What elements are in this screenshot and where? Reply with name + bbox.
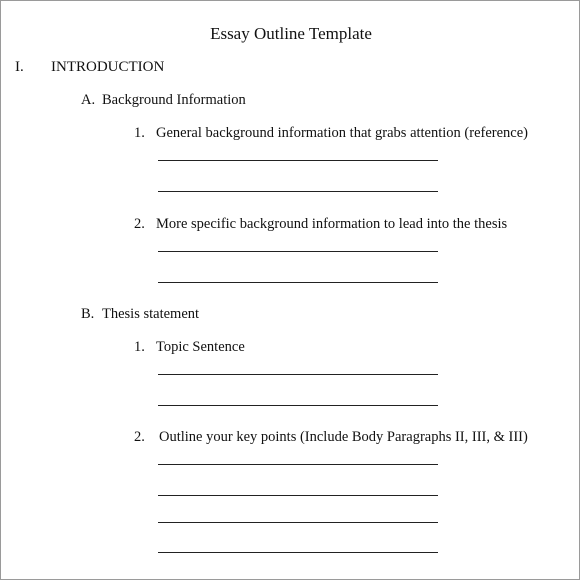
blank-answer-line[interactable] xyxy=(158,251,438,252)
item-text-key-points: Outline your key points (Include Body Paragraphs II, III, & III) xyxy=(159,429,528,445)
blank-answer-line[interactable] xyxy=(158,464,438,465)
blank-answer-line[interactable] xyxy=(158,495,438,496)
blank-answer-line[interactable] xyxy=(158,191,438,192)
subsection-letter-b: B. xyxy=(81,306,95,322)
page-title: Essay Outline Template xyxy=(210,24,372,43)
blank-answer-line[interactable] xyxy=(158,282,438,283)
item-number: 2. xyxy=(134,216,145,232)
item-text-specific-background: More specific background information to lead into the thesis xyxy=(156,216,508,232)
section-numeral: I. xyxy=(15,59,24,75)
item-number: 2. xyxy=(134,429,145,445)
item-number: 1. xyxy=(134,125,145,141)
blank-answer-line[interactable] xyxy=(158,374,438,375)
subsection-heading-background: Background Information xyxy=(102,92,246,108)
blank-answer-line[interactable] xyxy=(158,522,438,523)
item-text-topic-sentence: Topic Sentence xyxy=(156,339,245,355)
subsection-letter-a: A. xyxy=(81,92,96,108)
blank-answer-line[interactable] xyxy=(158,552,438,553)
blank-answer-line[interactable] xyxy=(158,405,438,406)
subsection-heading-thesis: Thesis statement xyxy=(102,306,200,322)
section-heading-introduction: INTRODUCTION xyxy=(51,59,165,75)
item-number: 1. xyxy=(134,339,145,355)
item-text-general-background: General background information that grabs attention (reference) xyxy=(156,125,529,141)
blank-answer-line[interactable] xyxy=(158,160,438,161)
